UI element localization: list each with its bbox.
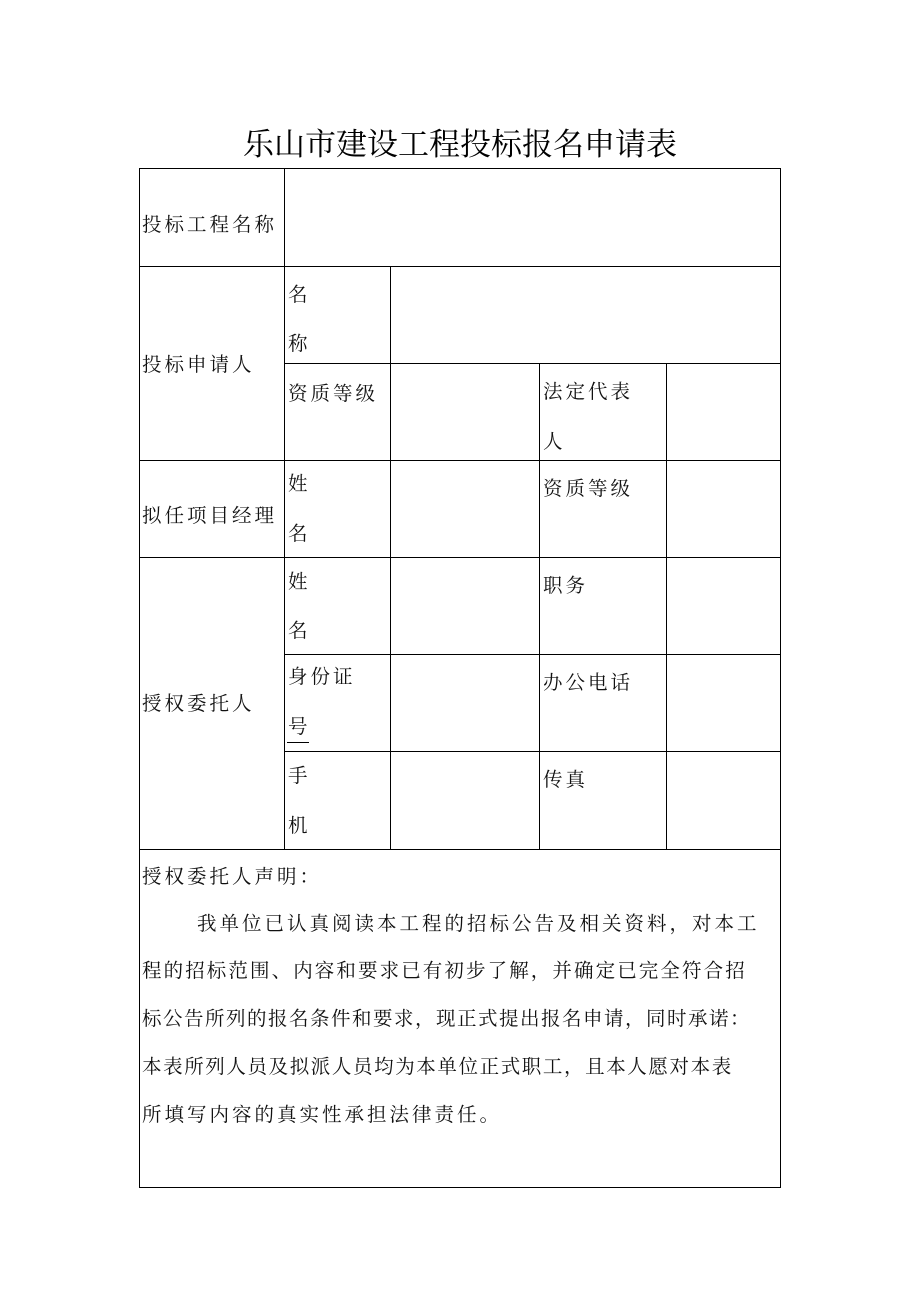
applicant-qualification-field[interactable] [394,365,536,457]
ap-mobile-label-line1: 手 [288,764,311,787]
legal-rep-label-line2: 人 [543,430,566,453]
ap-office-phone-label: 办公电话 [543,671,634,694]
ap-id-underline [287,742,309,743]
table-border-right [780,168,781,1188]
pm-name-field[interactable] [394,462,536,554]
applicant-qualification-label: 资质等级 [288,382,379,405]
ap-id-label-line1: 身份证 [288,665,356,688]
ap-id-field[interactable] [394,656,536,748]
ap-fax-field[interactable] [670,753,776,846]
ap-id-label-line2: 号 [288,715,311,738]
table-row-divider [284,654,781,655]
table-row-divider [139,557,781,558]
table-border-bottom [139,1187,781,1188]
declaration-line: 所填写内容的真实性承担法律责任。 [142,1103,503,1126]
table-col-divider [390,266,391,849]
authorized-person-label: 授权委托人 [142,692,255,715]
ap-name-field[interactable] [394,559,536,651]
ap-position-field[interactable] [670,559,776,651]
project-name-field[interactable] [288,170,776,264]
pm-name-label-line1: 姓 [288,472,311,495]
table-row-divider [139,460,781,461]
applicant-name-field[interactable] [394,268,776,360]
table-col-divider [284,168,285,849]
ap-position-label: 职务 [543,574,589,597]
applicant-name-label-line2: 称 [288,332,311,355]
declaration-heading: 授权委托人声明： [142,865,323,888]
table-border-left [139,168,140,1188]
pm-name-label-line2: 名 [288,522,311,545]
ap-mobile-field[interactable] [394,753,536,846]
table-col-divider [539,363,540,849]
ap-name-label-line2: 名 [288,619,311,642]
declaration-line: 标公告所列的报名条件和要求，现正式提出报名申请，同时承诺： [142,1007,752,1030]
project-manager-label: 拟任项目经理 [142,504,278,527]
table-row-divider [284,751,781,752]
table-row-divider [139,266,781,267]
table-row-divider [284,363,781,364]
legal-rep-field[interactable] [670,365,776,457]
ap-name-label-line1: 姓 [288,570,311,593]
form-title: 乐山市建设工程投标报名申请表 [243,127,677,163]
applicant-name-label-line1: 名 [288,283,311,306]
declaration-line: 程的招标范围、内容和要求已有初步了解，并确定已完全符合招 [142,959,747,982]
table-border-top [139,168,781,169]
applicant-label: 投标申请人 [142,353,255,376]
ap-mobile-label-line2: 机 [288,814,311,837]
ap-office-phone-field[interactable] [670,656,776,748]
pm-qualification-label: 资质等级 [543,477,634,500]
table-row-divider [139,849,781,850]
ap-fax-label: 传真 [543,768,589,791]
pm-qualification-field[interactable] [670,462,776,554]
legal-rep-label-line1: 法定代表 [543,380,634,403]
declaration-line: 我单位已认真阅读本工程的招标公告及相关资料，对本工 [197,912,760,935]
table-col-divider [666,363,667,849]
project-name-label: 投标工程名称 [142,213,278,236]
declaration-line: 本表所列人员及拟派人员均为本单位正式职工，且本人愿对本表 [142,1055,733,1078]
